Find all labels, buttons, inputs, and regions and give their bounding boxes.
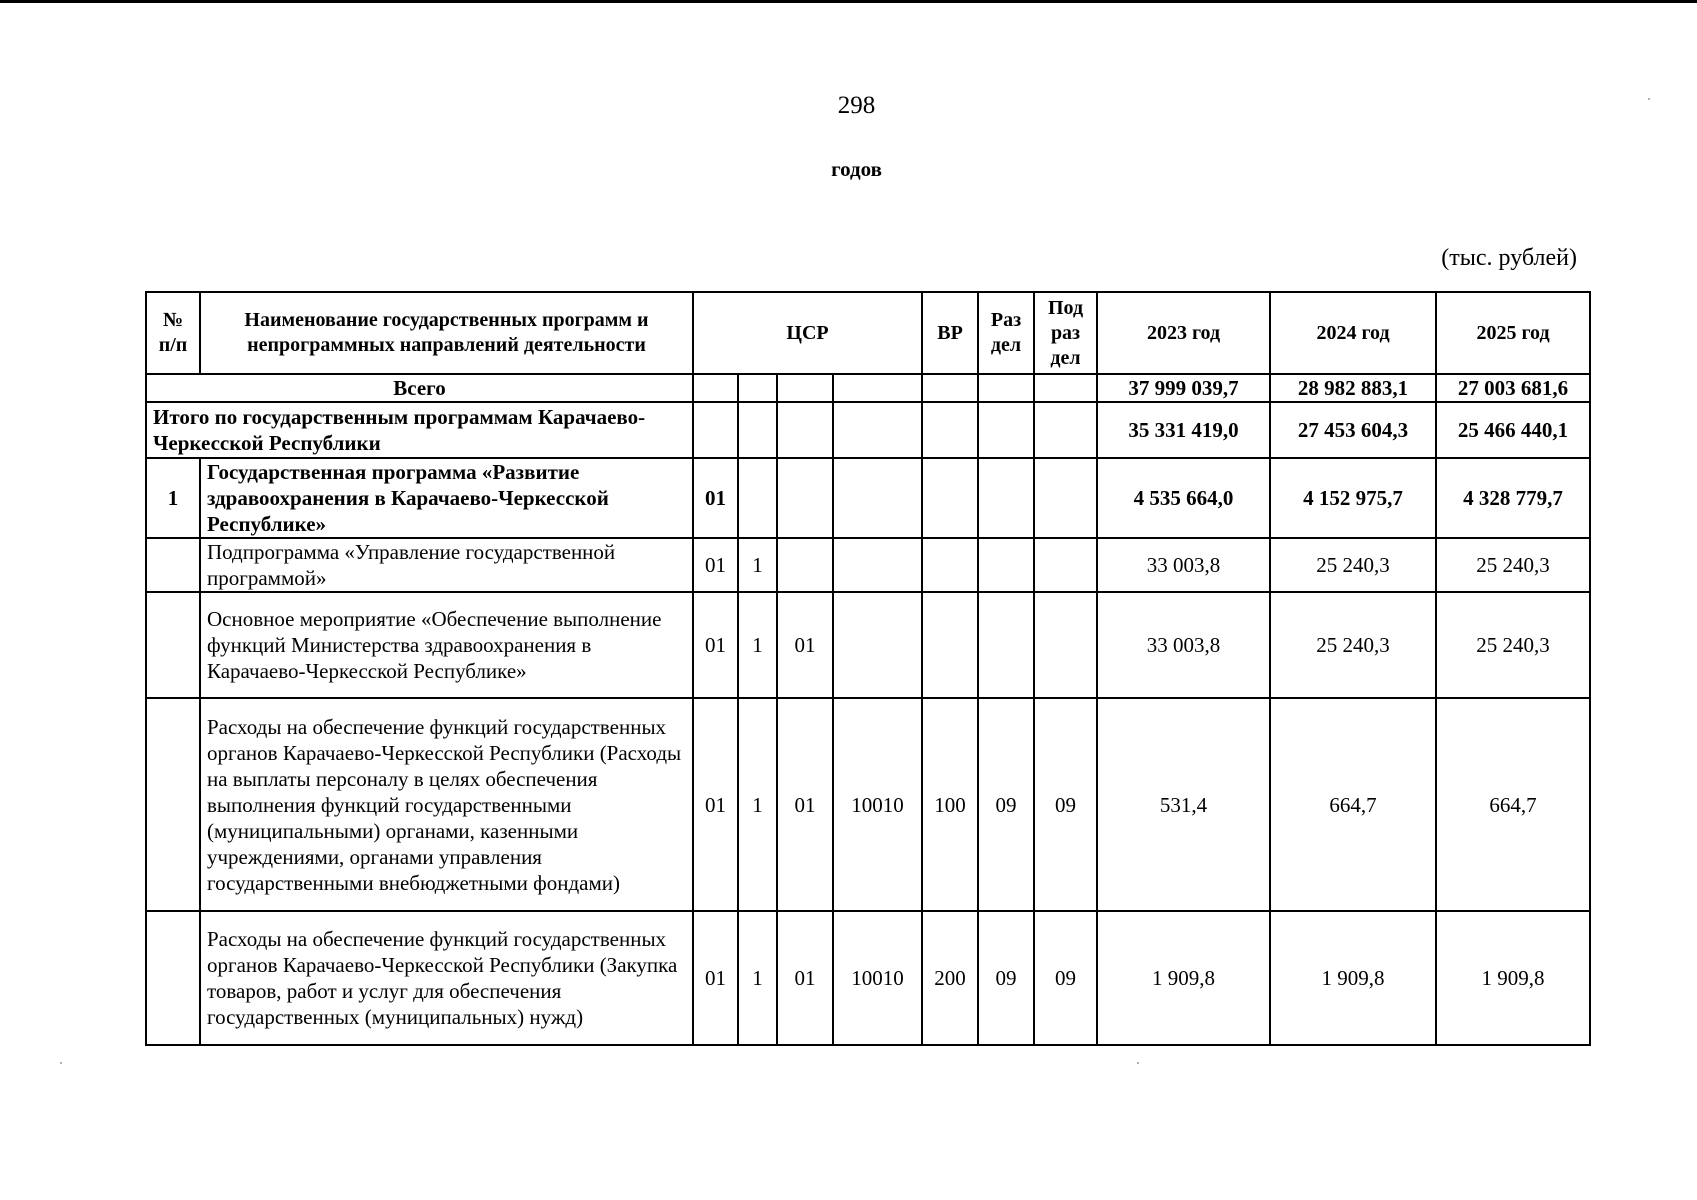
row-razdel: 09 — [978, 911, 1034, 1045]
row-csr-program: 01 — [693, 911, 738, 1045]
row-num — [146, 911, 200, 1045]
row-csr-program: 01 — [693, 538, 738, 592]
programs-total-2025: 25 466 440,1 — [1436, 402, 1590, 458]
row-2024: 4 152 975,7 — [1270, 458, 1436, 538]
row-vr — [922, 592, 978, 698]
table-row — [146, 458, 1590, 538]
programs-total-label: Итого по государственным программам Карачаево-Черкесской Республики — [146, 402, 693, 458]
programs-total-row — [146, 402, 1590, 458]
row-name: Расходы на обеспечение функций государственных органов Карачаево-Черкесской Республики (Расходы на выплаты персоналу в целях обеспечения выполнения функций государственными (муниципальными) органами, казенными учреждениями, органами управления государственными внебюджетными фондами) — [200, 698, 693, 911]
row-csr-event — [777, 538, 833, 592]
row-razdel: 09 — [978, 698, 1034, 911]
total-label: Всего — [146, 374, 693, 402]
page-number: 298 — [837, 92, 876, 119]
row-num — [146, 698, 200, 911]
row-2024: 25 240,3 — [1270, 592, 1436, 698]
row-csr-program: 01 — [693, 458, 738, 538]
row-num: 1 — [146, 458, 200, 538]
header-podrazdel: Под раз дел — [1034, 292, 1097, 374]
row-csr-subprogram: 1 — [738, 911, 777, 1045]
row-csr-program: 01 — [693, 698, 738, 911]
header-name: Наименование государственных программ и непрограммных направлений деятельности — [200, 292, 693, 374]
row-vr: 200 — [922, 911, 978, 1045]
programs-total-2024: 27 453 604,3 — [1270, 402, 1436, 458]
budget-table — [145, 291, 1591, 1046]
row-csr-direction — [833, 538, 922, 592]
row-vr — [922, 538, 978, 592]
header-2025: 2025 год — [1436, 292, 1590, 374]
row-csr-event: 01 — [777, 592, 833, 698]
total-row — [146, 374, 1590, 402]
row-csr-event: 01 — [777, 698, 833, 911]
header-csr: ЦСР — [693, 292, 922, 374]
row-csr-direction — [833, 458, 922, 538]
row-2024: 25 240,3 — [1270, 538, 1436, 592]
row-podrazdel: 09 — [1034, 911, 1097, 1045]
row-csr-direction — [833, 592, 922, 698]
row-vr — [922, 458, 978, 538]
scan-speck — [1137, 1062, 1139, 1064]
row-num — [146, 538, 200, 592]
table-row — [146, 538, 1590, 592]
row-podrazdel: 09 — [1034, 698, 1097, 911]
row-num — [146, 592, 200, 698]
table-row — [146, 698, 1590, 911]
header-vr: ВР — [922, 292, 978, 374]
row-name: Государственная программа «Развитие здравоохранения в Карачаево-Черкесской Республике» — [200, 458, 693, 538]
header-2024: 2024 год — [1270, 292, 1436, 374]
row-csr-subprogram: 1 — [738, 592, 777, 698]
row-2025: 1 909,8 — [1436, 911, 1590, 1045]
row-csr-direction: 10010 — [833, 911, 922, 1045]
table-row — [146, 911, 1590, 1045]
row-csr-event — [777, 458, 833, 538]
row-name: Подпрограмма «Управление государственной программой» — [200, 538, 693, 592]
top-border — [0, 0, 1697, 3]
total-2024: 28 982 883,1 — [1270, 374, 1436, 402]
row-2023: 33 003,8 — [1097, 538, 1270, 592]
header-razdel: Раз дел — [978, 292, 1034, 374]
row-podrazdel — [1034, 538, 1097, 592]
header-num: № п/п — [146, 292, 200, 374]
row-2025: 25 240,3 — [1436, 592, 1590, 698]
row-vr: 100 — [922, 698, 978, 911]
row-csr-subprogram: 1 — [738, 698, 777, 911]
row-podrazdel — [1034, 592, 1097, 698]
row-2023: 531,4 — [1097, 698, 1270, 911]
row-2023: 33 003,8 — [1097, 592, 1270, 698]
row-csr-event: 01 — [777, 911, 833, 1045]
table-row — [146, 592, 1590, 698]
row-2025: 4 328 779,7 — [1436, 458, 1590, 538]
row-razdel — [978, 458, 1034, 538]
header-2023: 2023 год — [1097, 292, 1270, 374]
row-2024: 664,7 — [1270, 698, 1436, 911]
row-csr-program: 01 — [693, 592, 738, 698]
row-razdel — [978, 592, 1034, 698]
total-2023: 37 999 039,7 — [1097, 374, 1270, 402]
row-csr-subprogram — [738, 458, 777, 538]
scan-speck — [1648, 98, 1650, 100]
header-row — [146, 292, 1590, 374]
row-name: Расходы на обеспечение функций государственных органов Карачаево-Черкесской Республики (Закупка товаров, работ и услуг для обеспечения государственных (муниципальных) нужд) — [200, 911, 693, 1045]
table-heading: годов — [831, 157, 882, 181]
row-2025: 25 240,3 — [1436, 538, 1590, 592]
row-2024: 1 909,8 — [1270, 911, 1436, 1045]
units-note: (тыс. рублей) — [1441, 245, 1577, 271]
programs-total-2023: 35 331 419,0 — [1097, 402, 1270, 458]
row-name: Основное мероприятие «Обеспечение выполнение функций Министерства здравоохранения в Карачаево-Черкесской Республике» — [200, 592, 693, 698]
row-2025: 664,7 — [1436, 698, 1590, 911]
row-razdel — [978, 538, 1034, 592]
row-podrazdel — [1034, 458, 1097, 538]
row-csr-subprogram: 1 — [738, 538, 777, 592]
row-csr-direction: 10010 — [833, 698, 922, 911]
scan-speck — [60, 1062, 62, 1064]
total-2025: 27 003 681,6 — [1436, 374, 1590, 402]
row-2023: 4 535 664,0 — [1097, 458, 1270, 538]
row-2023: 1 909,8 — [1097, 911, 1270, 1045]
